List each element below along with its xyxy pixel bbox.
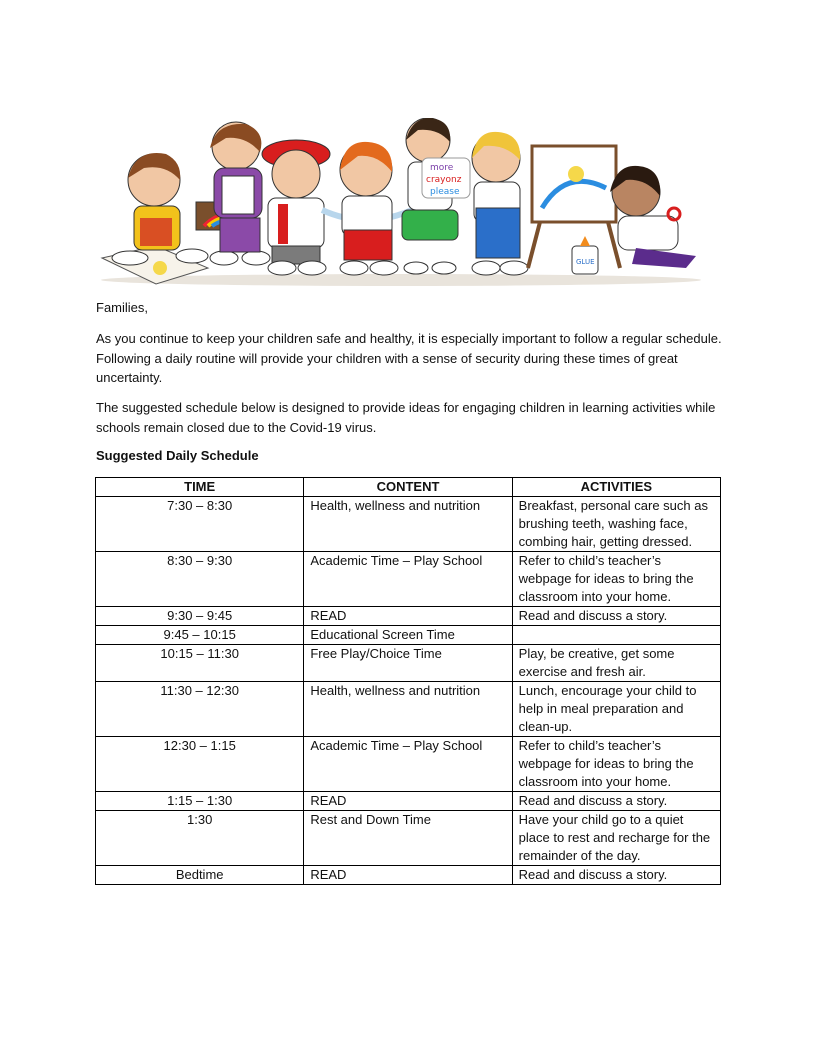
- activities-cell: Read and discuss a story.: [512, 607, 720, 626]
- activities-cell: Refer to child’s teacher’s webpage for ideas to bring the classroom into your home.: [512, 737, 720, 792]
- kid-7: [610, 166, 696, 268]
- time-cell: 12:30 – 1:15: [96, 737, 304, 792]
- time-cell: 1:30: [96, 811, 304, 866]
- header-content: CONTENT: [304, 478, 512, 497]
- content-cell: Rest and Down Time: [304, 811, 512, 866]
- schedule-purpose-paragraph: The suggested schedule below is designed to provide ideas for engaging children in learning activities while schools remain closed due to the Covid-19 virus.: [96, 400, 716, 435]
- time-cell: 11:30 – 12:30: [96, 682, 304, 737]
- kid-5: [402, 118, 470, 274]
- content-cell: READ: [304, 607, 512, 626]
- content-cell: READ: [304, 866, 512, 885]
- logo-word-3: please: [430, 187, 460, 197]
- time-cell: 9:45 – 10:15: [96, 626, 304, 645]
- intro-paragraph: As you continue to keep your children safe and healthy, it is especially important to follow a regular schedule. Following a daily routine will provide your children with a sense of security during these times of great uncertainty.: [96, 331, 722, 385]
- time-cell: 10:15 – 11:30: [96, 645, 304, 682]
- glue-label: GLUE: [576, 258, 595, 266]
- content-cell: Health, wellness and nutrition: [304, 682, 512, 737]
- activities-cell: Play, be creative, get some exercise and fresh air.: [512, 645, 720, 682]
- schedule-heading: Suggested Daily Schedule: [96, 448, 259, 463]
- table-row: [96, 497, 721, 552]
- activities-cell: Read and discuss a story.: [512, 792, 720, 811]
- children-art-illustration: [96, 118, 706, 288]
- logo-word-2: crayonz: [426, 175, 462, 185]
- content-cell: Academic Time – Play School: [304, 737, 512, 792]
- table-header-row: [96, 478, 721, 497]
- header-time: TIME: [96, 478, 304, 497]
- time-cell: 8:30 – 9:30: [96, 552, 304, 607]
- activities-cell: Refer to child’s teacher’s webpage for ideas to bring the classroom into your home.: [512, 552, 720, 607]
- activities-cell: Breakfast, personal care such as brushing teeth, washing face, combing hair, getting dressed.: [512, 497, 720, 552]
- content-cell: Free Play/Choice Time: [304, 645, 512, 682]
- table-row: [96, 682, 721, 737]
- kid-6: [472, 132, 528, 275]
- activities-cell: Lunch, encourage your child to help in meal preparation and clean-up.: [512, 682, 720, 737]
- content-cell: Educational Screen Time: [304, 626, 512, 645]
- content-cell: Health, wellness and nutrition: [304, 497, 512, 552]
- daily-schedule-table: [95, 477, 721, 885]
- table-row: [96, 811, 721, 866]
- kid-1: [112, 153, 208, 265]
- kid-2: [210, 122, 270, 265]
- table-row: [96, 737, 721, 792]
- kid-4: [340, 142, 398, 275]
- table-row: [96, 607, 721, 626]
- table-row: [96, 626, 721, 645]
- table-row: [96, 792, 721, 811]
- activities-cell: Read and discuss a story.: [512, 866, 720, 885]
- table-row: [96, 645, 721, 682]
- time-cell: 1:15 – 1:30: [96, 792, 304, 811]
- time-cell: 7:30 – 8:30: [96, 497, 304, 552]
- kid-3: [262, 140, 330, 275]
- table-row: [96, 866, 721, 885]
- time-cell: Bedtime: [96, 866, 304, 885]
- table-row: [96, 552, 721, 607]
- activities-cell: Have your child go to a quiet place to rest and recharge for the remainder of the day.: [512, 811, 720, 866]
- logo-word-1: more: [430, 163, 454, 173]
- content-cell: READ: [304, 792, 512, 811]
- header-activities: ACTIVITIES: [512, 478, 720, 497]
- salutation: Families,: [96, 300, 149, 315]
- content-cell: Academic Time – Play School: [304, 552, 512, 607]
- time-cell: 9:30 – 9:45: [96, 607, 304, 626]
- activities-cell: [512, 626, 720, 645]
